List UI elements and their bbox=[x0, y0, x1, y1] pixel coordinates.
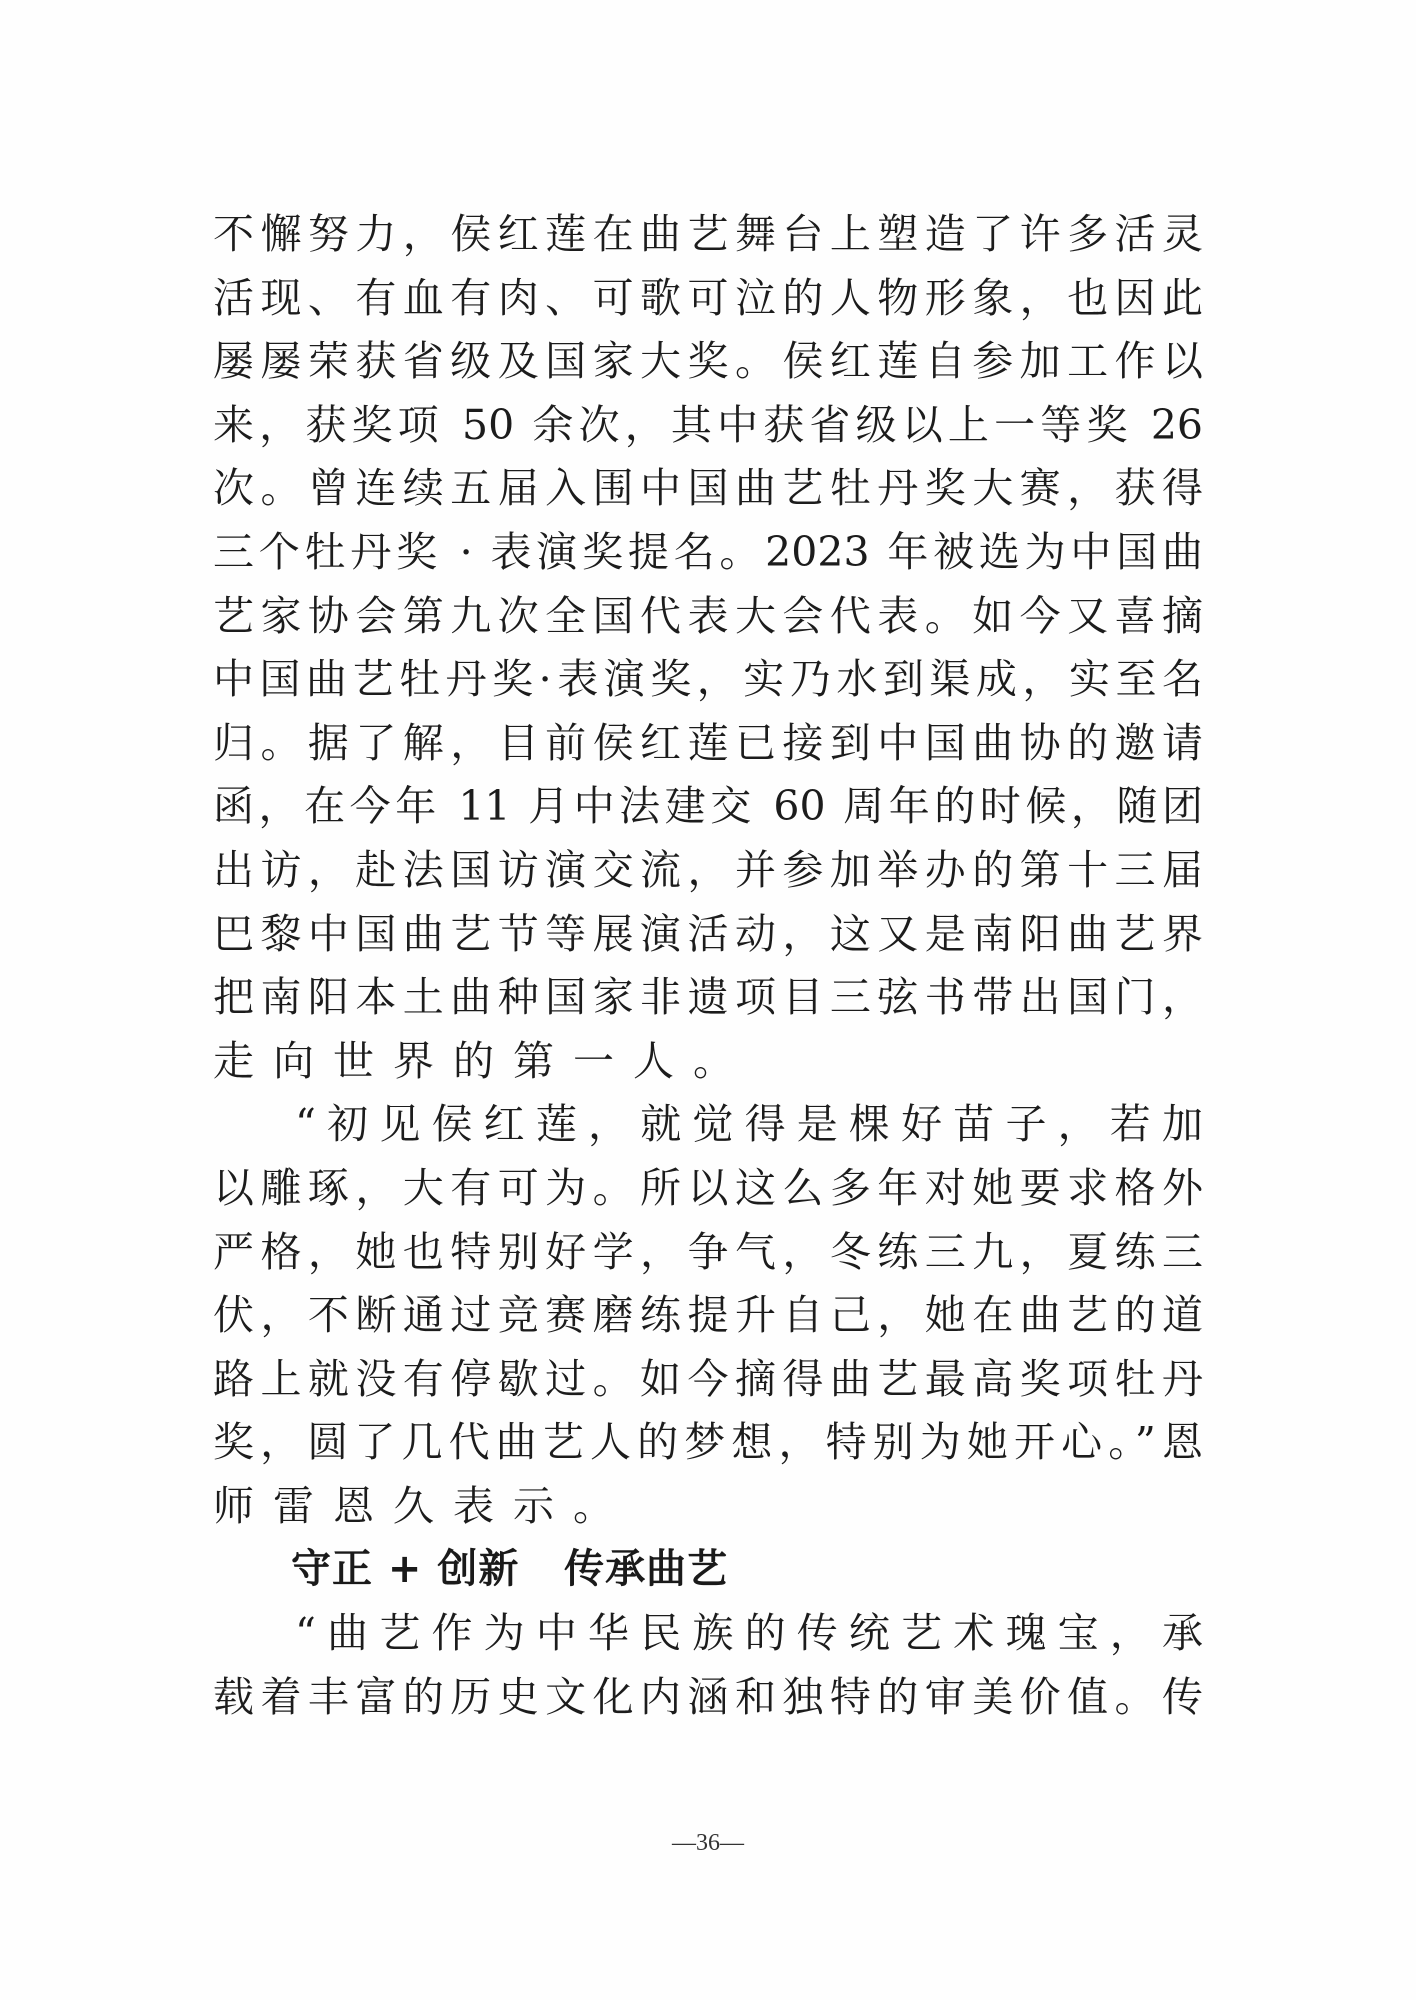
text-line: 出访，赴法国访演交流，并参加举办的第十三届 bbox=[213, 845, 1203, 894]
paragraph-teacher-quote bbox=[213, 1093, 1203, 1538]
text-line: 师雷恩久表示。 bbox=[213, 1481, 633, 1530]
text-line: “初见侯红莲，就觉得是棵好苗子，若加 bbox=[295, 1100, 1203, 1149]
text-line: 严格，她也特别好学，争气，冬练三九，夏练三 bbox=[213, 1227, 1203, 1276]
text-line: 载着丰富的历史文化内涵和独特的审美价值。传 bbox=[213, 1672, 1203, 1721]
paragraph-awards bbox=[213, 203, 1203, 1093]
text-line: 路上就没有停歇过。如今摘得曲艺最高奖项牡丹 bbox=[213, 1354, 1203, 1403]
paragraph-quyi-heritage bbox=[213, 1602, 1203, 1729]
article-body bbox=[213, 203, 1203, 1729]
text-line: 活现、有血有肉、可歌可泣的人物形象，也因此 bbox=[213, 273, 1203, 322]
text-line: 屡屡荣获省级及国家大奖。侯红莲自参加工作以 bbox=[213, 337, 1203, 386]
text-line: 把南阳本土曲种国家非遗项目三弦书带出国门， bbox=[213, 973, 1203, 1022]
text-line: “曲艺作为中华民族的传统艺术瑰宝，承 bbox=[295, 1609, 1203, 1658]
text-line: 次。曾连续五届入围中国曲艺牡丹奖大赛，获得 bbox=[213, 464, 1203, 513]
text-line: 伏，不断通过竞赛磨练提升自己，她在曲艺的道 bbox=[213, 1291, 1203, 1340]
section-heading: 守正 + 创新 传承曲艺 bbox=[291, 1546, 729, 1593]
text-line: 归。据了解，目前侯红莲已接到中国曲协的邀请 bbox=[213, 718, 1203, 767]
text-line: 艺家协会第九次全国代表大会代表。如今又喜摘 bbox=[213, 591, 1203, 640]
text-line: 以雕琢，大有可为。所以这么多年对她要求格外 bbox=[213, 1163, 1203, 1212]
page-number: —36— bbox=[672, 1830, 744, 1856]
text-line: 中国曲艺牡丹奖·表演奖，实乃水到渠成，实至名 bbox=[213, 655, 1203, 704]
text-line: 来，获奖项 50 余次，其中获省级以上一等奖 26 bbox=[213, 400, 1203, 449]
text-line: 奖，圆了几代曲艺人的梦想，特别为她开心。”恩 bbox=[213, 1418, 1203, 1467]
text-line: 巴黎中国曲艺节等展演活动，这又是南阳曲艺界 bbox=[213, 909, 1203, 958]
text-line: 三个牡丹奖 · 表演奖提名。2023 年被选为中国曲 bbox=[213, 527, 1203, 576]
text-line: 不懈努力，侯红莲在曲艺舞台上塑造了许多活灵 bbox=[213, 210, 1203, 258]
text-line: 函，在今年 11 月中法建交 60 周年的时候，随团 bbox=[213, 782, 1203, 831]
text-line: 走向世界的第一人。 bbox=[213, 1036, 753, 1085]
